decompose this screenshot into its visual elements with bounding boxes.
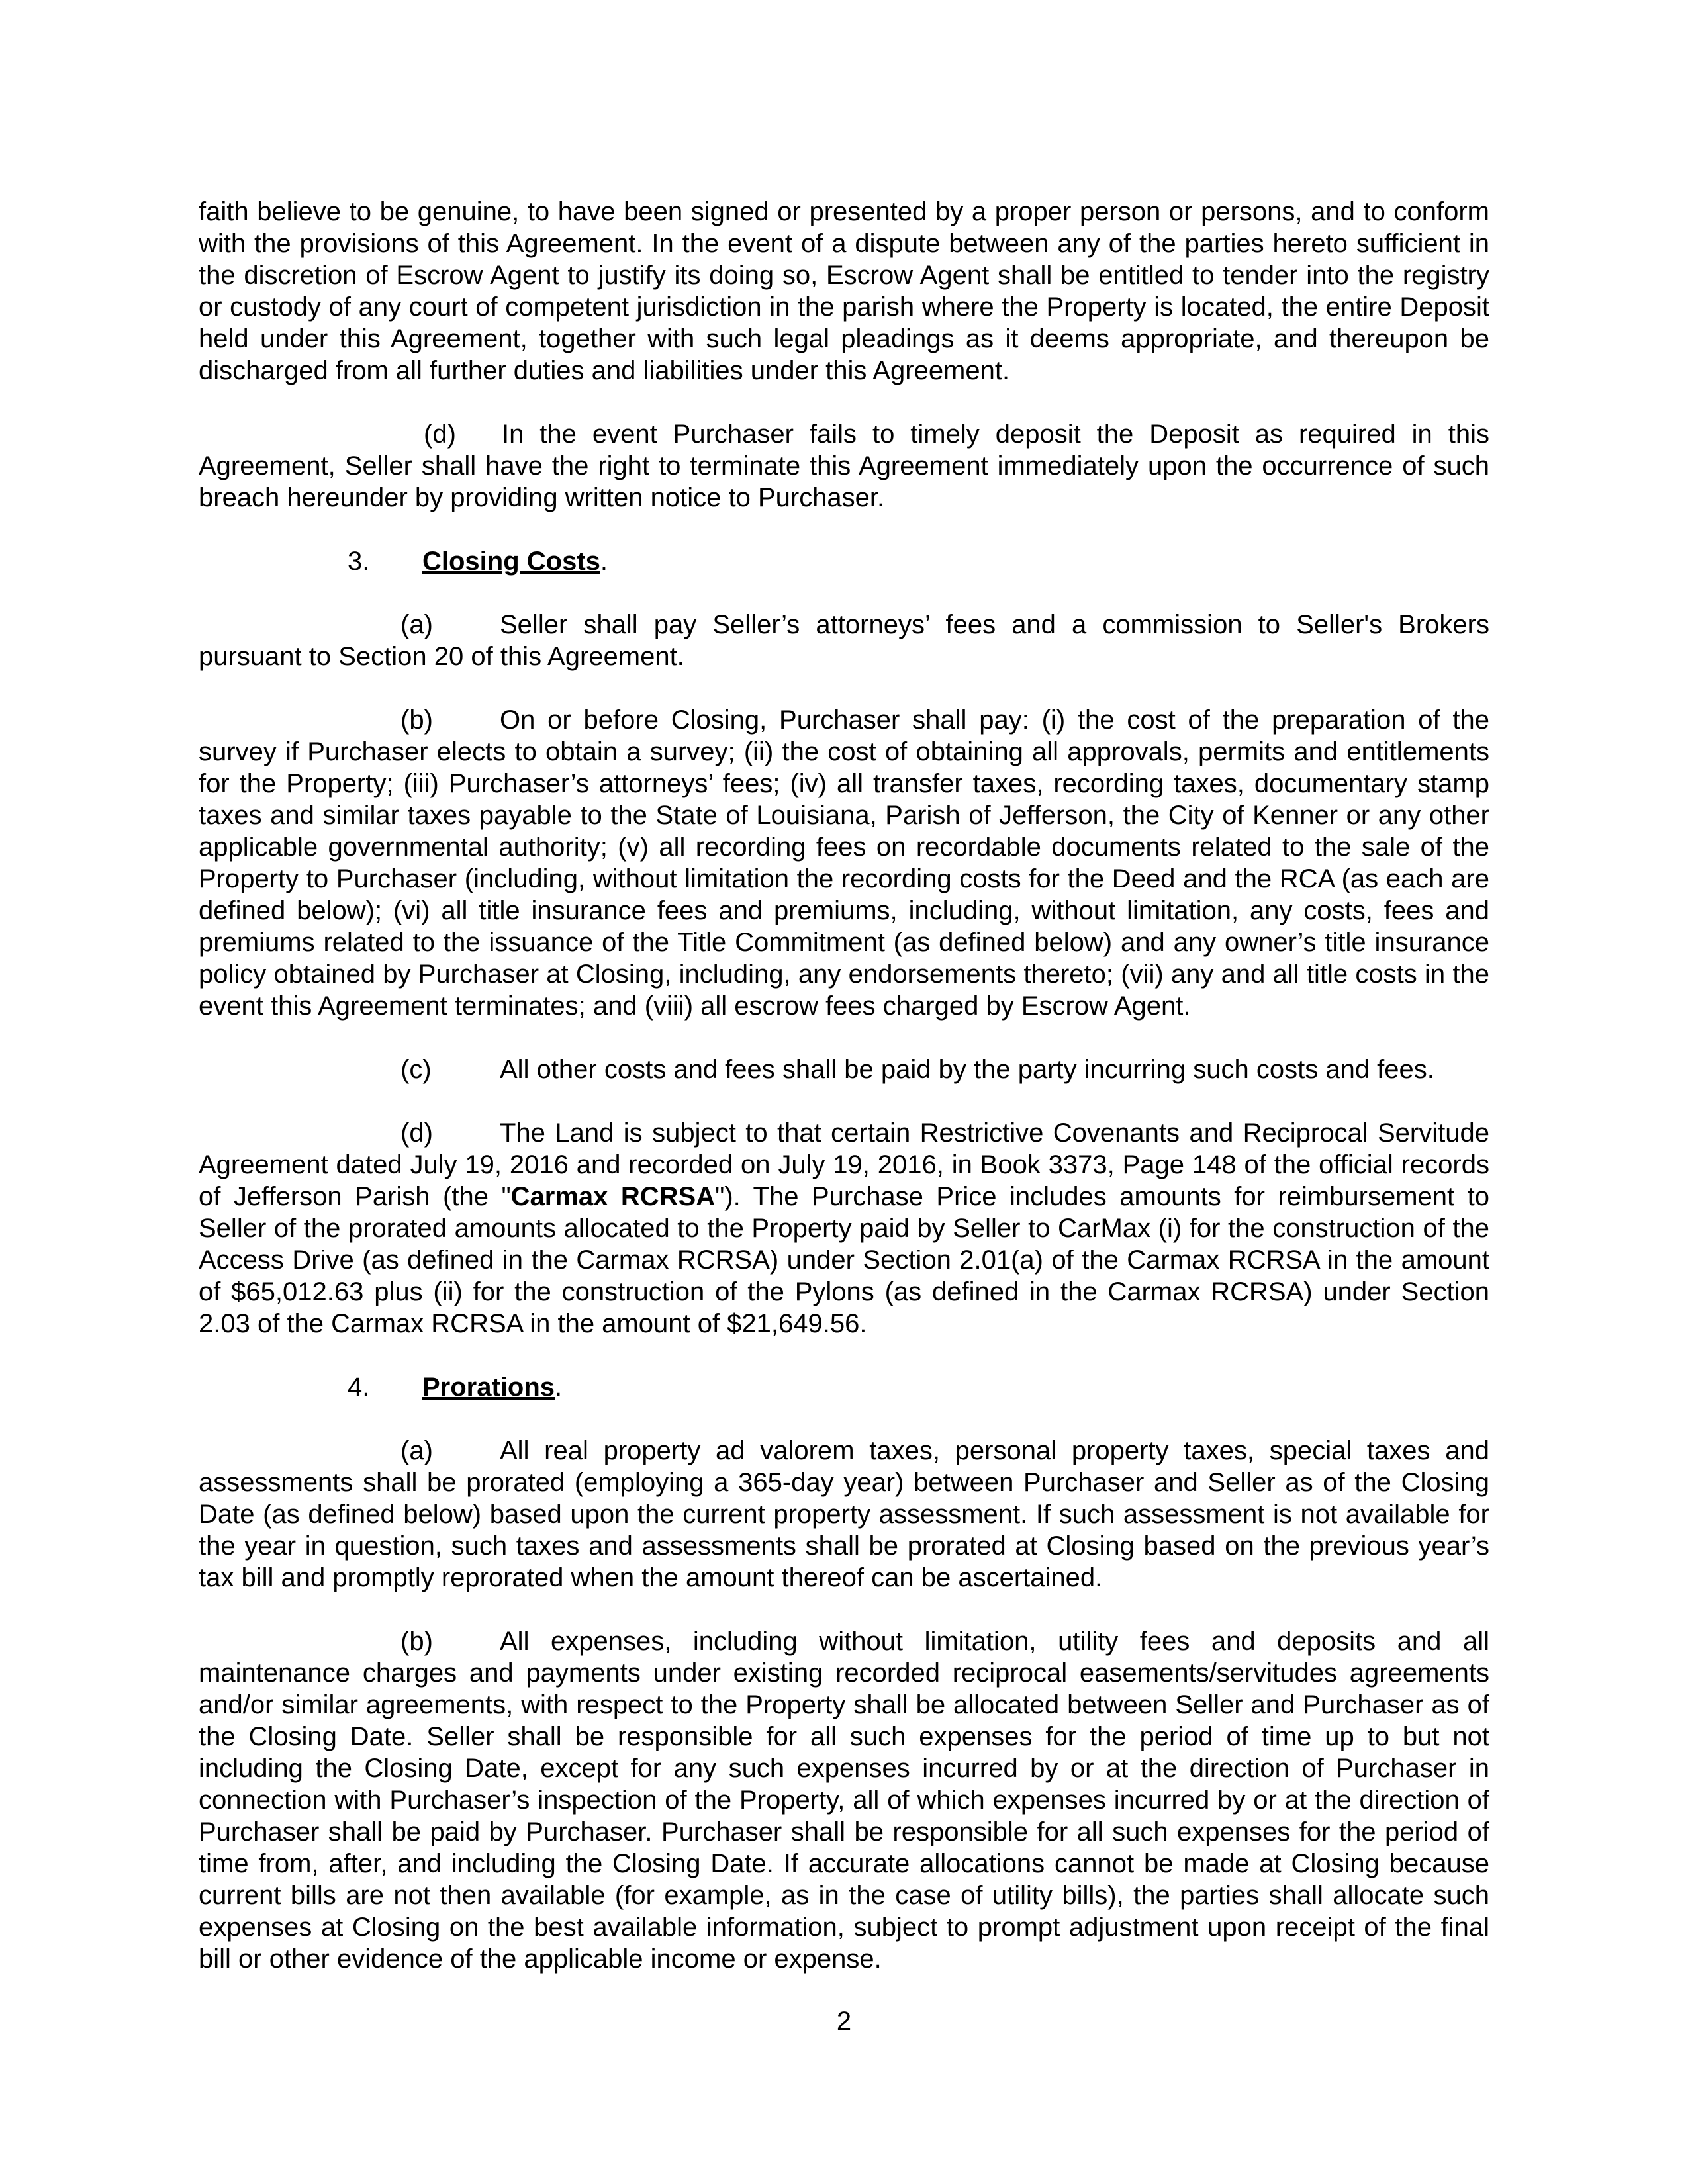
paragraph-3d-text-start: The Land is subject to that certain Restrictive Covenants and Reciprocal Servitude Agreement dated July 19, 2016 and recorded on July 19, 2016, in Book 3373, Page 148 of the official records of Jefferson Parish (the " [199,1118,1489,1211]
paragraph-3a [199,609,1489,672]
paragraph-3b [199,704,1489,1022]
page-number: 2 [836,2007,852,2036]
paragraph-3b-label: (b) [400,705,433,735]
paragraph-3c-label: (c) [400,1055,432,1084]
carmax-rcrsa-defined-term: Carmax RCRSA [510,1182,716,1211]
paragraph-4b-text: All expenses, including without limitation, utility fees and deposits and all maintenance charges and payments under existing recorded reciprocal easements/servitudes agreements and/or similar agreements, with respect to the Property shall be allocated between Seller and Purchaser as of the Closing Date. Seller shall be responsible for all such expenses for the period of time up to but not including the Closing Date, except for any such expenses incurred by or at the direction of Purchaser in connection with Purchaser’s inspection of the Property, all of which expenses incurred by or at the direction of Purchaser shall be paid by Purchaser. Purchaser shall be responsible for all such expenses for the period of time from, after, and including the Closing Date. If accurate allocations cannot be made at Closing because current bills are not then available (for example, as in the case of utility bills), the parties shall allocate such expenses at Closing on the best available information, subject to prompt adjustment upon receipt of the final bill or other evidence of the applicable income or expense. [199,1627,1489,1974]
section-4-period: . [555,1373,563,1402]
paragraph-3d [199,1117,1489,1340]
paragraph-escrow-continuation: faith believe to be genuine, to have been signed or presented by a proper person or persons, and to conform with the provisions of this Agreement. In the event of a dispute between any of the parties hereto sufficient in the discretion of Escrow Agent to justify its doing so, Escrow Agent shall be entitled to tender into the registry or custody of any court of competent jurisdiction in the parish where the Property is located, the entire Deposit held under this Agreement, together with such legal pleadings as it deems appropriate, and thereupon be discharged from all further duties and liabilities under this Agreement. [199,197,1489,385]
paragraph-3d-label: (d) [400,1118,433,1148]
paragraph-4b-label: (b) [400,1627,433,1656]
section-4-title: Prorations [422,1373,555,1402]
paragraph-3a-label: (a) [400,610,433,639]
paragraph-4a-label: (a) [400,1436,433,1465]
paragraph-3a-text: Seller shall pay Seller’s attorneys’ fees and a commission to Seller's Brokers pursuant to Section 20 of this Agreement. [199,610,1489,671]
paragraph-2d [199,418,1489,514]
paragraph-4b [199,1625,1489,1975]
paragraph-3c [199,1054,1489,1085]
paragraph-4a-text: All real property ad valorem taxes, personal property taxes, special taxes and assessments shall be prorated (employing a 365-day year) between Purchaser and Seller as of the Closing Date (as defined below) based upon the current property assessment. If such assessment is not available for the year in question, such taxes and assessments shall be prorated at Closing based on the previous year’s tax bill and promptly reprorated when the amount thereof can be ascertained. [199,1436,1489,1592]
section-4-number: 4. [348,1373,370,1402]
section-4-heading [199,1371,1489,1403]
section-3-heading [199,545,1489,577]
section-3-title: Closing Costs [422,547,600,576]
paragraph-2d-label: (d) [424,420,456,449]
document-page [199,196,1489,2007]
paragraph-3c-text: All other costs and fees shall be paid by the party incurring such costs and fees. [500,1055,1434,1084]
paragraph-4a [199,1435,1489,1594]
paragraph-3d-text-end: "). The Purchase Price includes amounts for reimbursement to Seller of the prorated amounts allocated to the Property paid by Seller to CarMax (i) for the construction of the Access Drive (as defined in the Carmax RCRSA) under Section 2.01(a) of the Carmax RCRSA in the amount of $65,012.63 plus (ii) for the construction of the Pylons (as defined in the Carmax RCRSA) under Section 2.03 of the Carmax RCRSA in the amount of $21,649.56. [199,1182,1489,1338]
section-3-period: . [600,547,608,576]
paragraph-3b-text: On or before Closing, Purchaser shall pay: (i) the cost of the preparation of the survey if Purchaser elects to obtain a survey; (ii) the cost of obtaining all approvals, permits and entitlements for the Property; (iii) Purchaser’s attorneys’ fees; (iv) all transfer taxes, recording taxes, documentary stamp taxes and similar taxes payable to the State of Louisiana, Parish of Jefferson, the City of Kenner or any other applicable governmental authority; (v) all recording fees on recordable documents related to the sale of the Property to Purchaser (including, without limitation the recording costs for the Deed and the RCA (as each are defined below); (vi) all title insurance fees and premiums, including, without limitation, any costs, fees and premiums related to the issuance of the Title Commitment (as defined below) and any owner’s title insurance policy obtained by Purchaser at Closing, including, any endorsements thereto; (vii) any and all title costs in the event this Agreement terminates; and (viii) all escrow fees charged by Escrow Agent. [199,705,1489,1021]
paragraph-2d-text: In the event Purchaser fails to timely deposit the Deposit as required in this Agreement, Seller shall have the right to terminate this Agreement immediately upon the occurrence of such breach hereunder by providing written notice to Purchaser. [199,420,1489,512]
section-3-number: 3. [348,547,370,576]
